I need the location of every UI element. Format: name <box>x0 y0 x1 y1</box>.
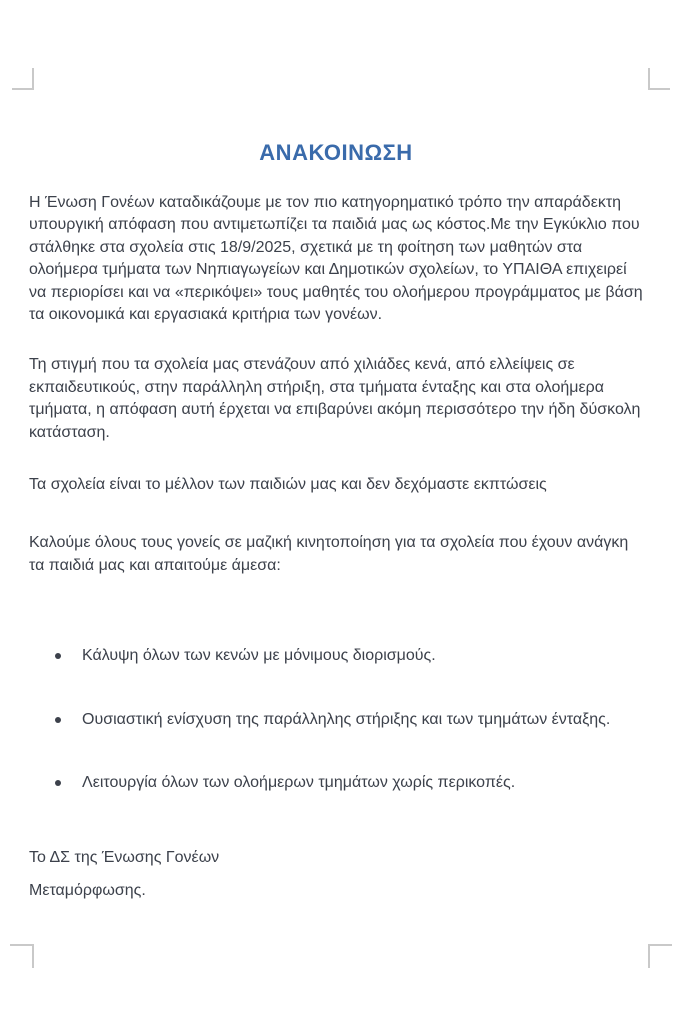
bullet-icon <box>55 717 61 723</box>
list-item-text: Λειτουργία όλων των ολοήμερων τμημάτων χωρίς περικοπές. <box>82 774 516 792</box>
bullet-icon <box>55 780 61 786</box>
closing-signature-line: Το ΔΣ της Ένωσης Γονέων <box>29 848 220 866</box>
list-item <box>29 645 643 667</box>
page-title: ΑΝΑΚΟΙΝΩΣΗ <box>259 140 413 165</box>
crop-mark-bottom-right-icon <box>648 944 672 968</box>
list-item-text: Ουσιαστική ενίσχυση της παράλληλης στήριξης και των τμημάτων ένταξης. <box>82 710 611 728</box>
paragraph-schools-future: Τα σχολεία είναι το μέλλον των παιδιών μας και δεν δεχόμαστε εκπτώσεις <box>29 476 547 494</box>
list-item-text: Κάλυψη όλων των κενών με μόνιμους διορισμούς. <box>82 647 436 665</box>
paragraph-condemnation: Η Ένωση Γονέων καταδικάζουμε με τον πιο κατηγορηματικό τρόπο την απαράδεκτη υπουργική απόφαση που αντιμετωπίζει τα παιδιά μας ως κόστος.Με την Εγκύκλιο που στάλθηκε στα σχολεία στις 18/9/2025, σχετικά με τη φοίτηση των μαθητών στα ολοήμερα τμήματα των Νηπιαγωγείων και Δημοτικών σχολείων, το ΥΠΑΙΘΑ επιχειρεί να περιορίσει και να «περικόψει» τους μαθητές του ολοήμερου προγράμματος με βάση τα οικονομικά και εργασιακά κριτήρια των γονέων. <box>29 194 643 324</box>
paragraph-school-shortages: Τη στιγμή που τα σχολεία μας στενάζουν από χιλιάδες κενά, από ελλείψεις σε εκπαιδευτικούς, στην παράλληλη στήριξη, στα τμήματα ένταξης και στα ολοήμερα τμήματα, η απόφαση αυτή έρχεται να επιβαρύνει ακόμη περισσότερο την ήδη δύσκολη κατάσταση. <box>29 356 641 441</box>
paragraph-call-to-action: Καλούμε όλους τους γονείς σε μαζική κινητοποίηση για τα σχολεία που έχουν ανάγκη τα παιδιά μας και απαιτούμε άμεσα: <box>29 534 629 574</box>
list-item <box>29 772 643 794</box>
list-item <box>29 709 643 731</box>
crop-mark-top-right-icon <box>648 68 670 90</box>
demands-list <box>29 645 643 794</box>
closing-signature-location: Μεταμόρφωσης. <box>29 881 146 899</box>
document-content <box>29 140 643 902</box>
crop-mark-top-left-icon <box>12 68 34 90</box>
crop-mark-bottom-left-icon <box>10 944 34 968</box>
bullet-icon <box>55 653 61 659</box>
